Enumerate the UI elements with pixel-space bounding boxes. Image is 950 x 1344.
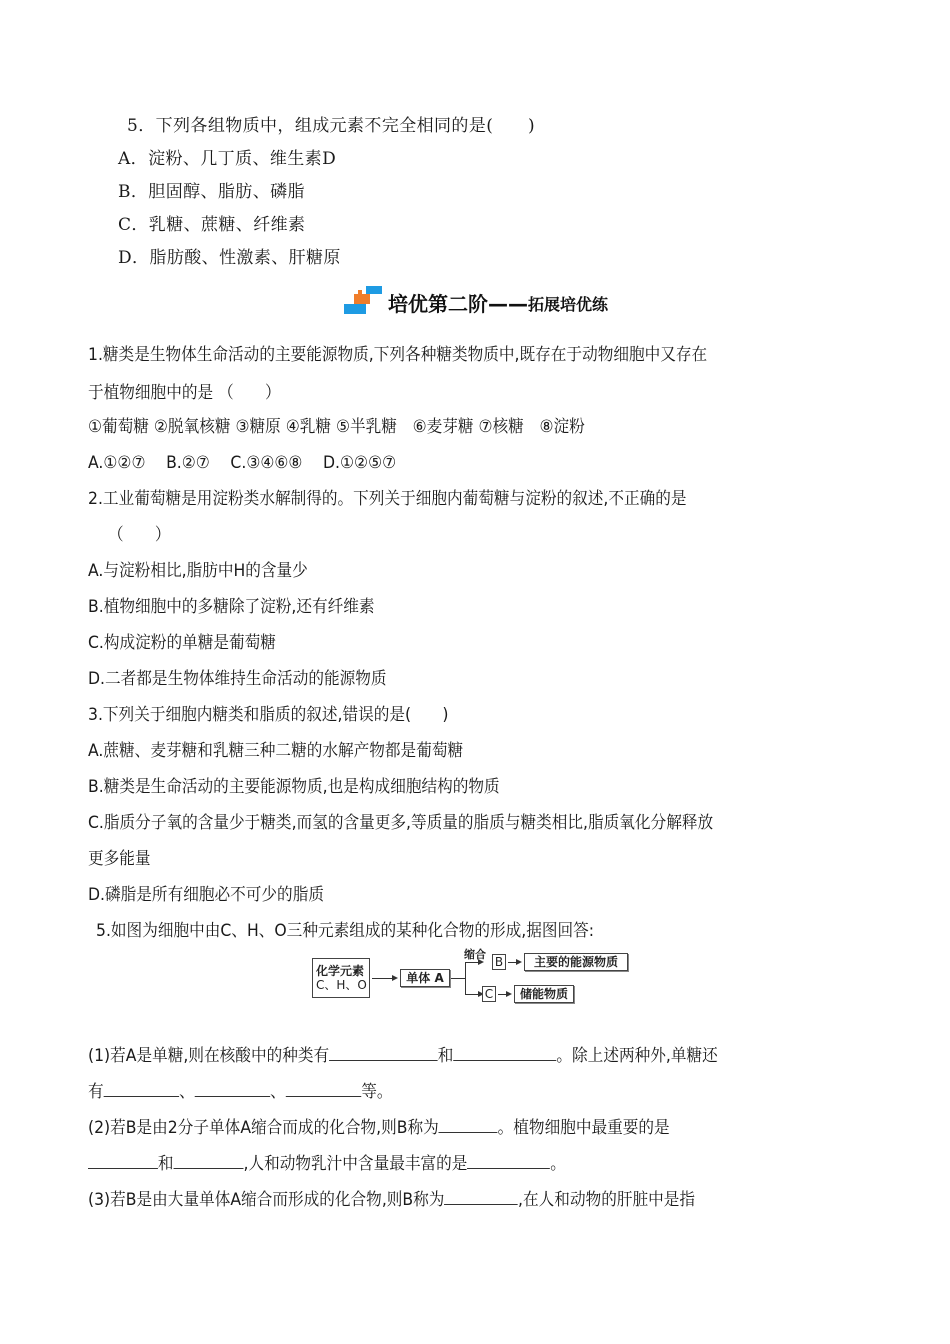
question-options: A.①②⑦ B.②⑦ C.③④⑥⑧ D.①②⑤⑦ [88, 453, 397, 473]
question-stem: 1.糖类是生物体生命活动的主要能源物质,下列各种糖类物质中,既存在于动物细胞中又存在 [88, 345, 708, 365]
b-result-box: 主要的能源物质 [524, 953, 628, 971]
question-stem-cont: 于植物细胞中的是 （ ） [88, 383, 281, 403]
text: (2)若B是由2分子单体A缩合而成的化合物,则B称为 [88, 1118, 439, 1138]
flow-diagram [312, 950, 642, 1016]
text: 、 [179, 1082, 195, 1102]
c-box: C [482, 986, 496, 1002]
answer-blank[interactable] [286, 1078, 361, 1097]
text: 和 [157, 1154, 174, 1174]
question-items: ①葡萄糖 ②脱氧核糖 ③糖原 ④乳糖 ⑤半乳糖 ⑥麦芽糖 ⑦核糖 ⑧淀粉 [88, 417, 585, 437]
answer-blank[interactable] [329, 1042, 438, 1061]
text: ,人和动物乳汁中含量最丰富的是 [243, 1154, 468, 1174]
text: 和 [437, 1046, 454, 1066]
option-d: D.磷脂是所有细胞必不可少的脂质 [88, 885, 324, 905]
option-c: C．乳糖、蔗糖、纤维素 [118, 215, 306, 235]
answer-blank[interactable] [195, 1078, 270, 1097]
text: 。 [550, 1154, 566, 1174]
subquestion-2-cont [88, 1150, 566, 1176]
section-title: 培优第二阶—— [388, 291, 528, 316]
option-b: B．胆固醇、脂肪、磷脂 [118, 182, 305, 202]
text: 等。 [361, 1082, 393, 1102]
arrow-icon [392, 975, 398, 981]
elements-box [312, 958, 370, 998]
arrow-icon [506, 991, 512, 997]
answer-blank[interactable] [439, 1114, 498, 1133]
question-stem: 5.如图为细胞中由C、H、O三种元素组成的某种化合物的形成,据图回答: [96, 921, 595, 941]
question-stem: 3.下列关于细胞内糖类和脂质的叙述,错误的是( ) [88, 705, 449, 725]
question-stem: 2.工业葡萄糖是用淀粉类水解制得的。下列关于细胞内葡萄糖与淀粉的叙述,不正确的是 [88, 489, 687, 509]
question-stem: 5．下列各组物质中，组成元素不完全相同的是( ) [127, 116, 536, 136]
section-subtitle: 拓展培优练 [528, 294, 609, 314]
text: 、 [270, 1082, 286, 1102]
option-c: C.构成淀粉的单糖是葡萄糖 [88, 633, 276, 653]
option-a: A．淀粉、几丁质、维生素D [118, 149, 337, 169]
option-d: D.二者都是生物体维持生命活动的能源物质 [88, 669, 387, 689]
subquestion-2 [88, 1114, 670, 1140]
arrow-line [498, 994, 506, 995]
branch-line [451, 978, 465, 979]
answer-blank[interactable] [467, 1150, 550, 1169]
answer-blank[interactable] [453, 1042, 556, 1061]
text: 。除上述两种外,单糖还 [556, 1046, 718, 1066]
monomer-box: 单体 A [400, 969, 450, 987]
branch-vline [465, 962, 466, 994]
branch-bottom [465, 994, 479, 995]
arrow-line [372, 978, 392, 979]
c-result-box: 储能物质 [514, 985, 574, 1003]
option-b: B.植物细胞中的多糖除了淀粉,还有纤维素 [88, 597, 375, 617]
subquestion-3 [88, 1186, 695, 1212]
section-header [342, 282, 608, 322]
question-stem-cont: （ ） [108, 525, 171, 545]
answer-blank[interactable] [88, 1150, 158, 1169]
condensation-label: 缩合 [464, 948, 486, 961]
elements-list: C、H、O [316, 978, 367, 992]
b-box: B [492, 954, 506, 970]
option-a: A.与淀粉相比,脂肪中H的含量少 [88, 561, 308, 581]
option-a: A.蔗糖、麦芽糖和乳糖三种二糖的水解产物都是葡萄糖 [88, 741, 464, 761]
text: ,在人和动物的肝脏中是指 [518, 1190, 696, 1210]
arrow-line [508, 962, 516, 963]
option-b: B.糖类是生命活动的主要能源物质,也是构成细胞结构的物质 [88, 777, 500, 797]
text: 。植物细胞中最重要的是 [497, 1118, 670, 1138]
arrow-icon [516, 959, 522, 965]
option-c: C.脂质分子氧的含量少于糖类,而氢的含量更多,等质量的脂质与糖类相比,脂质氧化分解释放 [88, 813, 714, 833]
answer-blank[interactable] [174, 1150, 244, 1169]
subquestion-1 [88, 1042, 718, 1068]
text: (1)若A是单糖,则在核酸中的种类有 [88, 1046, 330, 1066]
option-d: D．脂肪酸、性激素、肝糖原 [118, 248, 341, 268]
stair-blocks-icon [342, 284, 384, 320]
text: (3)若B是由大量单体A缩合而形成的化合物,则B称为 [88, 1190, 445, 1210]
subquestion-1-cont [88, 1078, 393, 1104]
text: 有 [88, 1082, 104, 1102]
answer-blank[interactable] [104, 1078, 179, 1097]
branch-top [465, 962, 479, 963]
elements-label: 化学元素 [316, 964, 365, 978]
answer-blank[interactable] [444, 1186, 518, 1205]
option-c-cont: 更多能量 [88, 849, 151, 869]
